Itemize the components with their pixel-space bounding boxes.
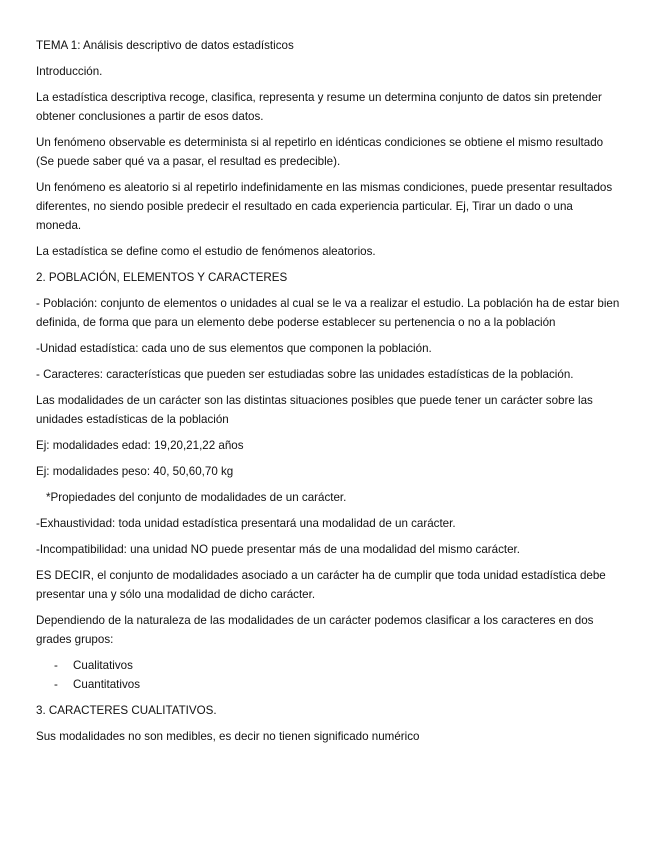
section-2-heading: 2. POBLACIÓN, ELEMENTOS Y CARACTERES [36,271,288,284]
paragraph-deterministic: Un fenómeno observable es determinista si al repetirlo en idénticas condiciones se obtiene el mismo resultado (Se puede saber qué va a pasar, el resultad es predecible). [36,136,604,168]
list-item: - Cuantitativos [36,675,621,694]
intro-heading: Introducción. [36,65,103,78]
example-weight: Ej: modalidades peso: 40, 50,60,70 kg [36,465,234,478]
paragraph-random: Un fenómeno es aleatorio si al repetirlo indefinidamente en las mismas condiciones, puede presentar resultados diferentes, no siendo posible predecir el resultado en cada experiencia particular. Ej, Tirar un dado o una moneda. [36,181,613,232]
document-title: TEMA 1: Análisis descriptivo de datos estadísticos [36,39,294,52]
section-3-heading: 3. CARACTERES CUALITATIVOS. [36,704,217,717]
paragraph-definition: La estadística descriptiva recoge, clasifica, representa y resume un determina conjunto de datos sin pretender obtener conclusiones a partir de esos datos. [36,91,602,123]
groups-list [36,656,621,694]
paragraph-characters: - Caracteres: características que pueden ser estudiadas sobre las unidades estadísticas de la población. [36,368,574,381]
document-page [36,36,621,753]
paragraph-modalities: Las modalidades de un carácter son las distintas situaciones posibles que puede tener un carácter sobre las unidades estadísticas de la población [36,394,593,426]
paragraph-exhaustiveness: -Exhaustividad: toda unidad estadística presentará una modalidad de un carácter. [36,517,456,530]
properties-heading: *Propiedades del conjunto de modalidades de un carácter. [46,491,347,504]
example-age: Ej: modalidades edad: 19,20,21,22 años [36,439,244,452]
paragraph-statistical-unit: -Unidad estadística: cada uno de sus elementos que componen la población. [36,342,432,355]
paragraph-incompatibility: -Incompatibilidad: una unidad NO puede presentar más de una modalidad del mismo carácter. [36,543,520,556]
paragraph-statistics-definition: La estadística se define como el estudio de fenómenos aleatorios. [36,245,376,258]
list-item: - Cualitativos [36,656,621,675]
paragraph-qualitative: Sus modalidades no son medibles, es decir no tienen significado numérico [36,730,420,743]
paragraph-es-decir: ES DECIR, el conjunto de modalidades asociado a un carácter ha de cumplir que toda unidad estadística debe presentar una y sólo una modalidad de dicho carácter. [36,569,606,601]
paragraph-population: - Población: conjunto de elementos o unidades al cual se le va a realizar el estudio. La población ha de estar bien definida, de forma que para un elemento debe poderse establecer su pertenencia o no a la población [36,297,620,329]
paragraph-classification: Dependiendo de la naturaleza de las modalidades de un carácter podemos clasificar a los caracteres en dos grades grupos: [36,614,594,646]
